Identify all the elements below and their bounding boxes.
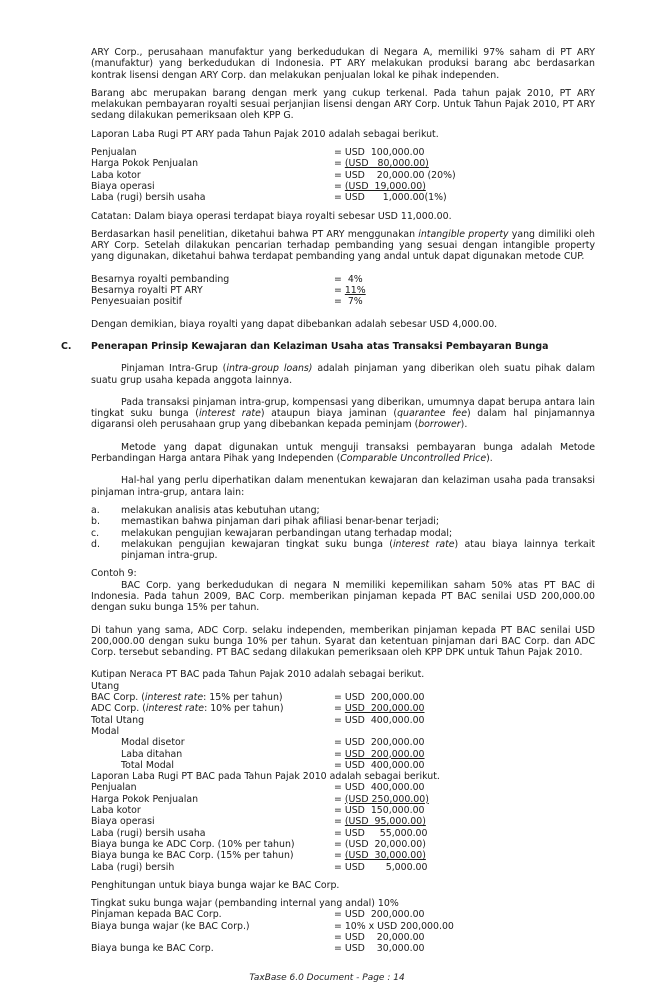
section-title: Penerapan Prinsip Kewajaran dan Kelaziman Usaha atas Transaksi Pembayaran Bunga	[91, 340, 549, 352]
calc-row: Biaya bunga wajar (ke BAC Corp.) = 10% x USD 200,000.00	[91, 920, 454, 932]
calc-intro: Penghitungan untuk biaya bunga wajar ke BAC Corp.	[91, 879, 340, 891]
catatan-note: Catatan: Dalam biaya operasi terdapat biaya royalti sebesar USD 11,000.00.	[91, 210, 452, 222]
list-item: c. melakukan pengujian kewajaran perbandingan utang terhadap modal;	[91, 527, 453, 539]
balance-row: ADC Corp. (interest rate: 10% per tahun) = USD 200,000.00	[91, 703, 425, 715]
section-paragraph-4: Hal-hal yang perlu diperhatikan dalam menentukan kewajaran dan kelaziman usaha pada transaksi pinjaman intra-grup, antara lain:	[91, 475, 595, 498]
list-item: d. melakukan pengujian kewajaran tingkat suku bunga (interest rate) atau biaya lainnya terkait pinjaman intra-grup.	[91, 538, 596, 562]
balance-row: Laba ditahan = USD 200,000.00	[121, 748, 425, 760]
section-paragraph-2: Pada transaksi pinjaman intra-grup, kompensasi yang diberikan, umumnya dapat berupa antara lain tingkat suku bunga (interest rate) ataupun biaya jaminan (quarantee fee) dalam hal pinjamannya digaransi oleh perusahaan grup yang dibebankan kepada peminjam (borrower).	[91, 396, 595, 431]
research-paragraph: Berdasarkan hasil penelitian, diketahui bahwa PT ARY menggunakan intangible property yang dimiliki oleh ARY Corp. Setelah dilakukan pencarian terhadap pembanding yang sesuai dengan intangible property yang digunakan, diketahui bahwa terdapat pembanding yang andal untuk dapat digunakan metode CUP.	[91, 228, 595, 263]
statement-row: Laba (rugi) bersih = USD 5,000.00	[91, 861, 428, 873]
considerations-list	[91, 505, 595, 561]
modal-header: Modal	[91, 725, 120, 737]
balance-row: Total Modal = USD 400,000.00	[121, 759, 425, 771]
royalty-conclusion: Dengan demikian, biaya royalti yang dapat dibebankan adalah sebesar USD 4,000.00.	[91, 318, 498, 330]
example-paragraph-1: BAC Corp. yang berkedudukan di negara N memiliki kepemilikan saham 50% atas PT BAC di Indonesia. Pada tahun 2009, BAC Corp. memberikan pinjaman kepada PT BAC senilai USD 200,000.00 dengan suku bunga 15% per tahun.	[91, 579, 595, 614]
statement-row: Penjualan = USD 400,000.00	[91, 782, 425, 794]
statement-row: Biaya operasi = (USD 19,000.00)	[91, 180, 426, 192]
royalty-row: Besarnya royalti pembanding = 4%	[91, 273, 363, 285]
list-item: a. melakukan analisis atas kebutuhan utang;	[91, 504, 320, 516]
balance-intro: Kutipan Neraca PT BAC pada Tahun Pajak 2010 adalah sebagai berikut.	[91, 669, 425, 681]
calc-table	[91, 909, 595, 954]
balance-row: BAC Corp. (interest rate: 15% per tahun) = USD 200,000.00	[91, 692, 425, 704]
statement-row: Laba kotor = USD 20,000.00 (20%)	[91, 169, 456, 181]
statement-row: Biaya operasi = (USD 95,000.00)	[91, 816, 426, 828]
statement-row: Laba (rugi) bersih usaha = USD 55,000.00	[91, 827, 428, 839]
balance-sheet	[91, 681, 595, 771]
statement-row: Laba kotor = USD 150,000.00	[91, 805, 425, 817]
calc-row: Biaya bunga ke BAC Corp. = USD 30,000.00	[91, 943, 425, 955]
intro-paragraph-1: ARY Corp., perusahaan manufaktur yang berkedudukan di Negara A, memiliki 97% saham di PT ARY (manufaktur) yang berkedudukan di Indonesia. PT ARY melakukan produksi barang abc berdasarkan kontrak lisensi dengan ARY Corp. dan melakukan penjualan lokal ke pihak independen.	[91, 47, 595, 81]
balance-row: Modal disetor = USD 200,000.00	[121, 737, 425, 749]
royalty-comparison	[91, 274, 595, 308]
statement-row: Biaya bunga ke ADC Corp. (10% per tahun) = (USD 20,000.00)	[91, 838, 426, 850]
example-title: Contoh 9:	[91, 568, 137, 580]
example-paragraph-2: Di tahun yang sama, ADC Corp. selaku independen, memberikan pinjaman kepada PT BAC senilai USD 200,000.00 dengan suku bunga 10% per tahun. Syarat dan ketentuan pinjaman dari BAC Corp. dan ADC Corp. tersebut sebanding. PT BAC sedang dilakukan pemeriksaan oleh KPP DPK untuk Tahun Pajak 2010.	[91, 624, 595, 659]
ary-income-statement	[91, 147, 595, 203]
bac-income-intro: Laporan Laba Rugi PT BAC pada Tahun Pajak 2010 adalah sebagai berikut.	[91, 771, 440, 783]
section-heading	[61, 340, 595, 352]
statement-row: Laba (rugi) bersih usaha = USD 1,000.00(1%)	[91, 192, 447, 204]
royalty-row: Besarnya royalti PT ARY = 11%	[91, 285, 366, 297]
statement-row: Harga Pokok Penjualan = (USD 250,000.00)	[91, 793, 429, 805]
ary-income-intro: Laporan Laba Rugi PT ARY pada Tahun Pajak 2010 adalah sebagai berikut.	[91, 128, 439, 140]
calc-row: = USD 20,000.00	[334, 932, 425, 943]
section-paragraph-1: Pinjaman Intra-Grup (intra-group loans) adalah pinjaman yang diberikan oleh suatu pihak dalam suatu grup usaha kepada anggota lainnya.	[91, 363, 595, 386]
statement-row: Biaya bunga ke BAC Corp. (15% per tahun) = (USD 30,000.00)	[91, 850, 426, 862]
page-content	[61, 47, 596, 955]
section-number: C.	[61, 340, 72, 352]
statement-row: Penjualan = USD 100,000.00	[91, 147, 425, 159]
calc-rate-line: Tingkat suku bunga wajar (pembanding internal yang andal) 10%	[91, 898, 399, 910]
intro-paragraph-2: Barang abc merupakan barang dengan merk yang cukup terkenal. Pada tahun pajak 2010, PT ARY melakukan pembayaran royalti sesuai perjanjian lisensi dengan ARY Corp. Untuk Tahun Pajak 2010, PT ARY sedang dilakukan pemeriksaan oleh KPP G.	[91, 87, 595, 122]
section-paragraph-3: Metode yang dapat digunakan untuk menguji transaksi pembayaran bunga adalah Metode Perbandingan Harga antara Pihak yang Independen (Comparable Uncontrolled Price).	[91, 441, 595, 465]
bac-income-statement	[91, 782, 595, 872]
list-item: b. memastikan bahwa pinjaman dari pihak afiliasi benar-benar terjadi;	[91, 516, 440, 528]
utang-header: Utang	[91, 680, 120, 692]
page-footer: TaxBase 6.0 Document - Page : 14	[249, 973, 405, 983]
royalty-row: Penyesuaian positif = 7%	[91, 296, 363, 308]
balance-row: Total Utang = USD 400,000.00	[91, 714, 425, 726]
calc-row: Pinjaman kepada BAC Corp. = USD 200,000.00	[91, 909, 425, 921]
statement-row: Harga Pokok Penjualan = (USD 80,000.00)	[91, 158, 429, 170]
